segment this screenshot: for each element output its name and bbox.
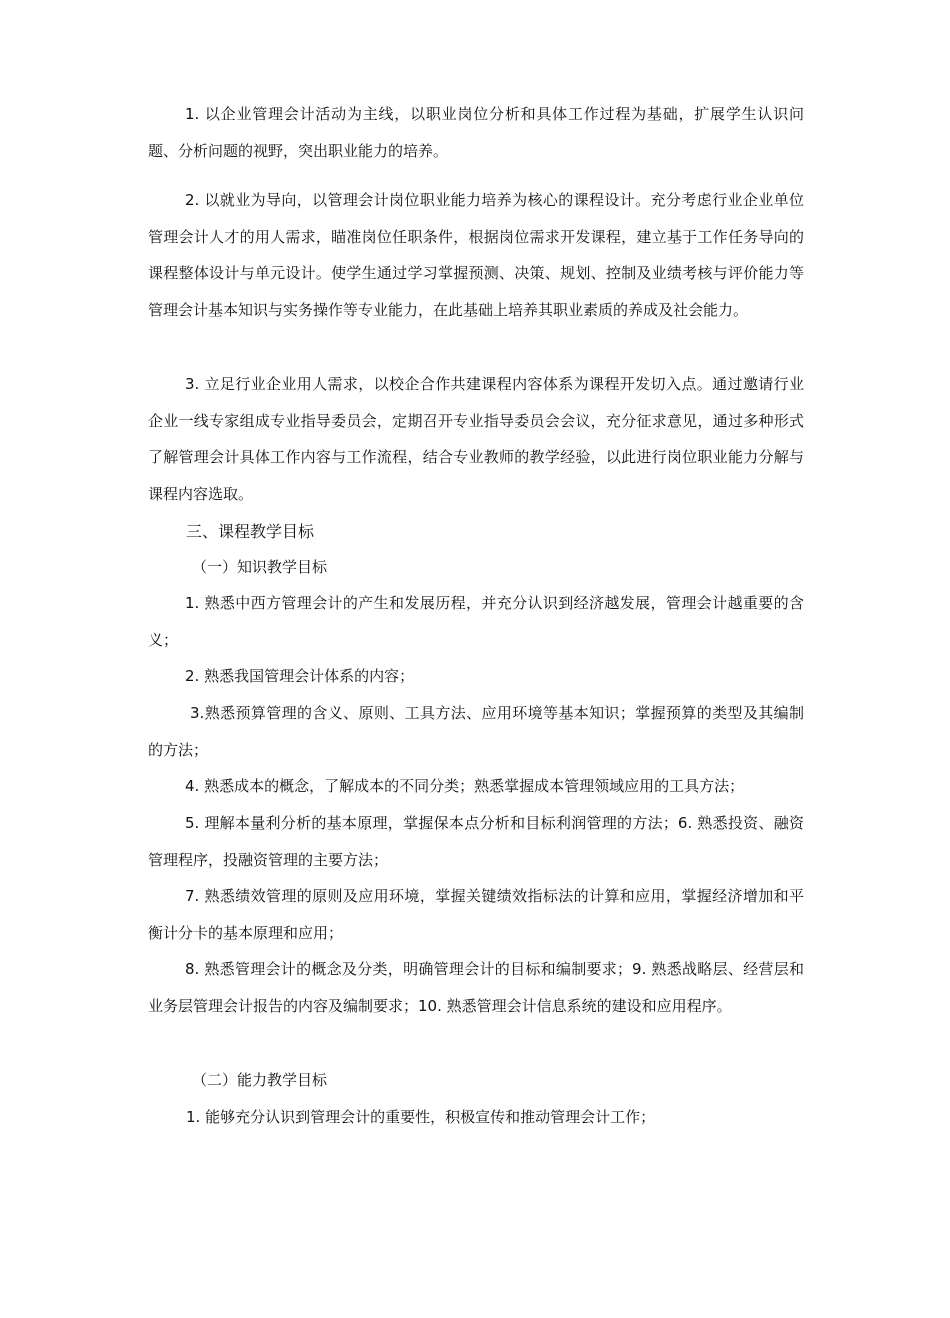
knowledge-item-1: 1. 熟悉中西方管理会计的产生和发展历程，并充分认识到经济越发展，管理会计越重要的含义； xyxy=(148,594,804,649)
paragraph-principle-1: 1. 以企业管理会计活动为主线，以职业岗位分析和具体工作过程为基础，扩展学生认识问题、分析问题的视野，突出职业能力的培养。 xyxy=(148,105,804,160)
knowledge-item-8-10: 8. 熟悉管理会计的概念及分类，明确管理会计的目标和编制要求；9. 熟悉战略层、经营层和业务层管理会计报告的内容及编制要求；10. 熟悉管理会计信息系统的建设和应用程序。 xyxy=(148,960,804,1015)
subheading-knowledge-objectives: （一）知识教学目标 xyxy=(192,558,328,576)
knowledge-item-4: 4. 熟悉成本的概念，了解成本的不同分类；熟悉掌握成本管理领域应用的工具方法； xyxy=(185,777,745,795)
knowledge-item-2: 2. 熟悉我国管理会计体系的内容； xyxy=(185,667,415,685)
knowledge-item-5-6: 5. 理解本量利分析的基本原理，掌握保本点分析和目标利润管理的方法；6. 熟悉投资、融资管理程序，投融资管理的主要方法； xyxy=(148,814,804,869)
section-heading-course-objectives: 三、课程教学目标 xyxy=(186,522,315,541)
subheading-ability-objectives: （二）能力教学目标 xyxy=(192,1071,328,1089)
knowledge-item-7: 7. 熟悉绩效管理的原则及应用环境，掌握关键绩效指标法的计算和应用，掌握经济增加和平衡计分卡的基本原理和应用； xyxy=(148,887,804,942)
knowledge-item-3: 3.熟悉预算管理的含义、原则、工具方法、应用环境等基本知识；掌握预算的类型及其编制的方法； xyxy=(148,704,804,759)
ability-item-1: 1. 能够充分认识到管理会计的重要性，积极宣传和推动管理会计工作； xyxy=(186,1108,656,1126)
paragraph-principle-2: 2. 以就业为导向，以管理会计岗位职业能力培养为核心的课程设计。充分考虑行业企业单位管理会计人才的用人需求，瞄准岗位任职条件，根据岗位需求开发课程，建立基于工作任务导向的课程整体设计与单元设计。使学生通过学习掌握预测、决策、规划、控制及业绩考核与评价能力等管理会计基本知识与实务操作等专业能力，在此基础上培养其职业素质的养成及社会能力。 xyxy=(148,191,804,319)
paragraph-principle-3: 3. 立足行业企业用人需求，以校企合作共建课程内容体系为课程开发切入点。通过邀请行业企业一线专家组成专业指导委员会，定期召开专业指导委员会会议，充分征求意见，通过多种形式了解管理会计具体工作内容与工作流程，结合专业教师的教学经验，以此进行岗位职业能力分解与课程内容选取。 xyxy=(148,375,804,503)
